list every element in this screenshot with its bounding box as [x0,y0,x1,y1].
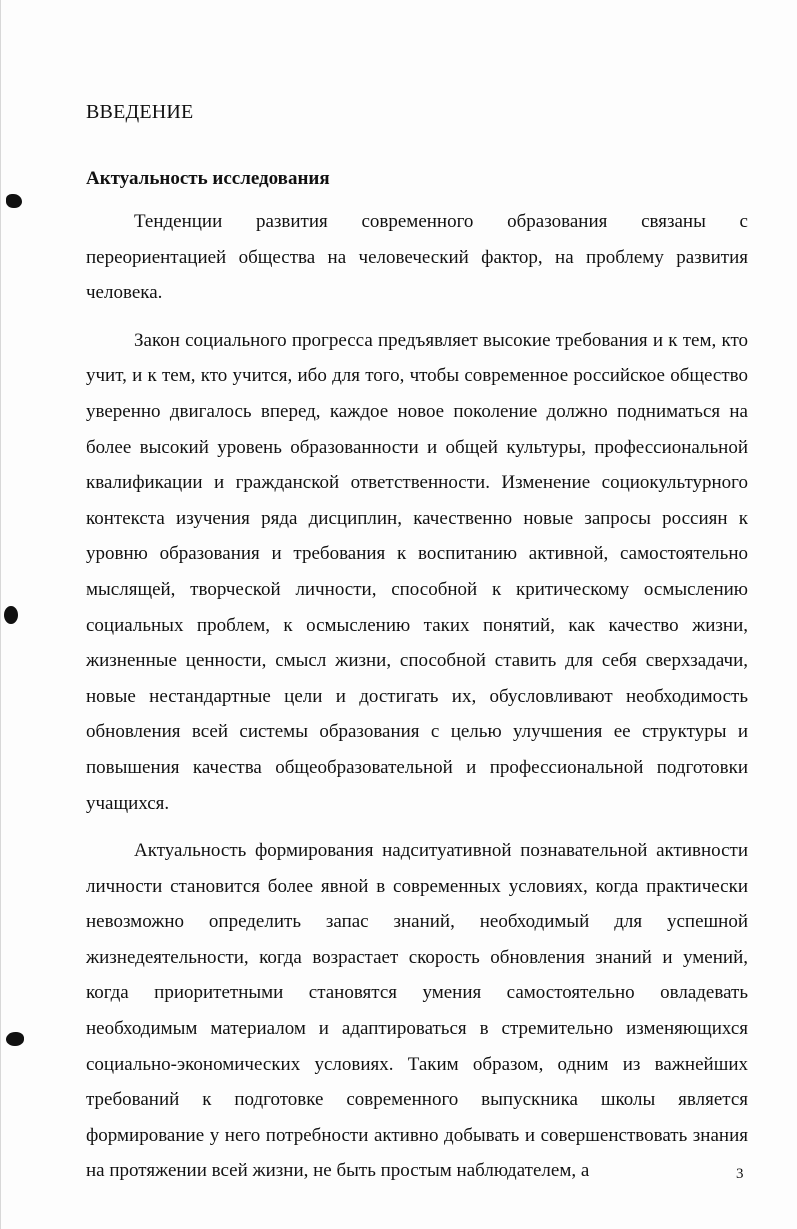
subsection-heading: Актуальность исследования [86,168,330,189]
paragraph: Актуальность формирования надситуативной познавательной активности личности становится более явной в современных условиях, когда практически невозможно определить запас знаний, необходимый для успешной жизнедеятельности, когда возрастает скорость обновления знаний и умений, когда приоритетными становятся умения самостоятельно овладевать необходимым материалом и адаптироваться в стремительно изменяющихся социально-экономических условиях. Таким образом, одним из важнейших требований к подготовке современного выпускника школы является формирование у него потребности активно добывать и совершенствовать знания на протяжении всей жизни, не быть простым наблюдателем, а [86,840,748,1182]
section-heading: ВВЕДЕНИЕ [86,101,194,123]
body-text [86,204,748,1189]
page-number: 3 [736,1166,744,1182]
paragraph: Закон социального прогресса предъявляет высокие требования и к тем, кто учит, и к тем, кто учится, ибо для того, чтобы современное российское общество уверенно двигалось вперед, каждое новое поколение должно подниматься на более высокий уровень образованности и общей культуры, профессиональной квалификации и гражданской ответственности. Изменение социокультурного контекста изучения ряда дисциплин, качественно новые запросы россиян к уровню образования и требования к воспитанию активной, самостоятельно мыслящей, творческой личности, способной к критическому осмыслению социальных проблем, к осмыслению таких понятий, как качество жизни, жизненные ценности, смысл жизни, способной ставить для себя сверхзадачи, новые нестандартные цели и достигать их, обусловливают необходимость обновления всей системы образования с целью улучшения ее структуры и повышения качества общеобразовательной и профессиональной подготовки учащихся. [86,329,748,814]
scan-edge-line [0,0,1,1229]
binding-hole-mark [4,606,18,624]
binding-hole-mark [6,1032,24,1046]
binding-hole-mark [6,194,22,208]
paragraph: Тенденции развития современного образования связаны с переориентацией общества на человеческий фактор, на проблему развития человека. [86,211,748,304]
